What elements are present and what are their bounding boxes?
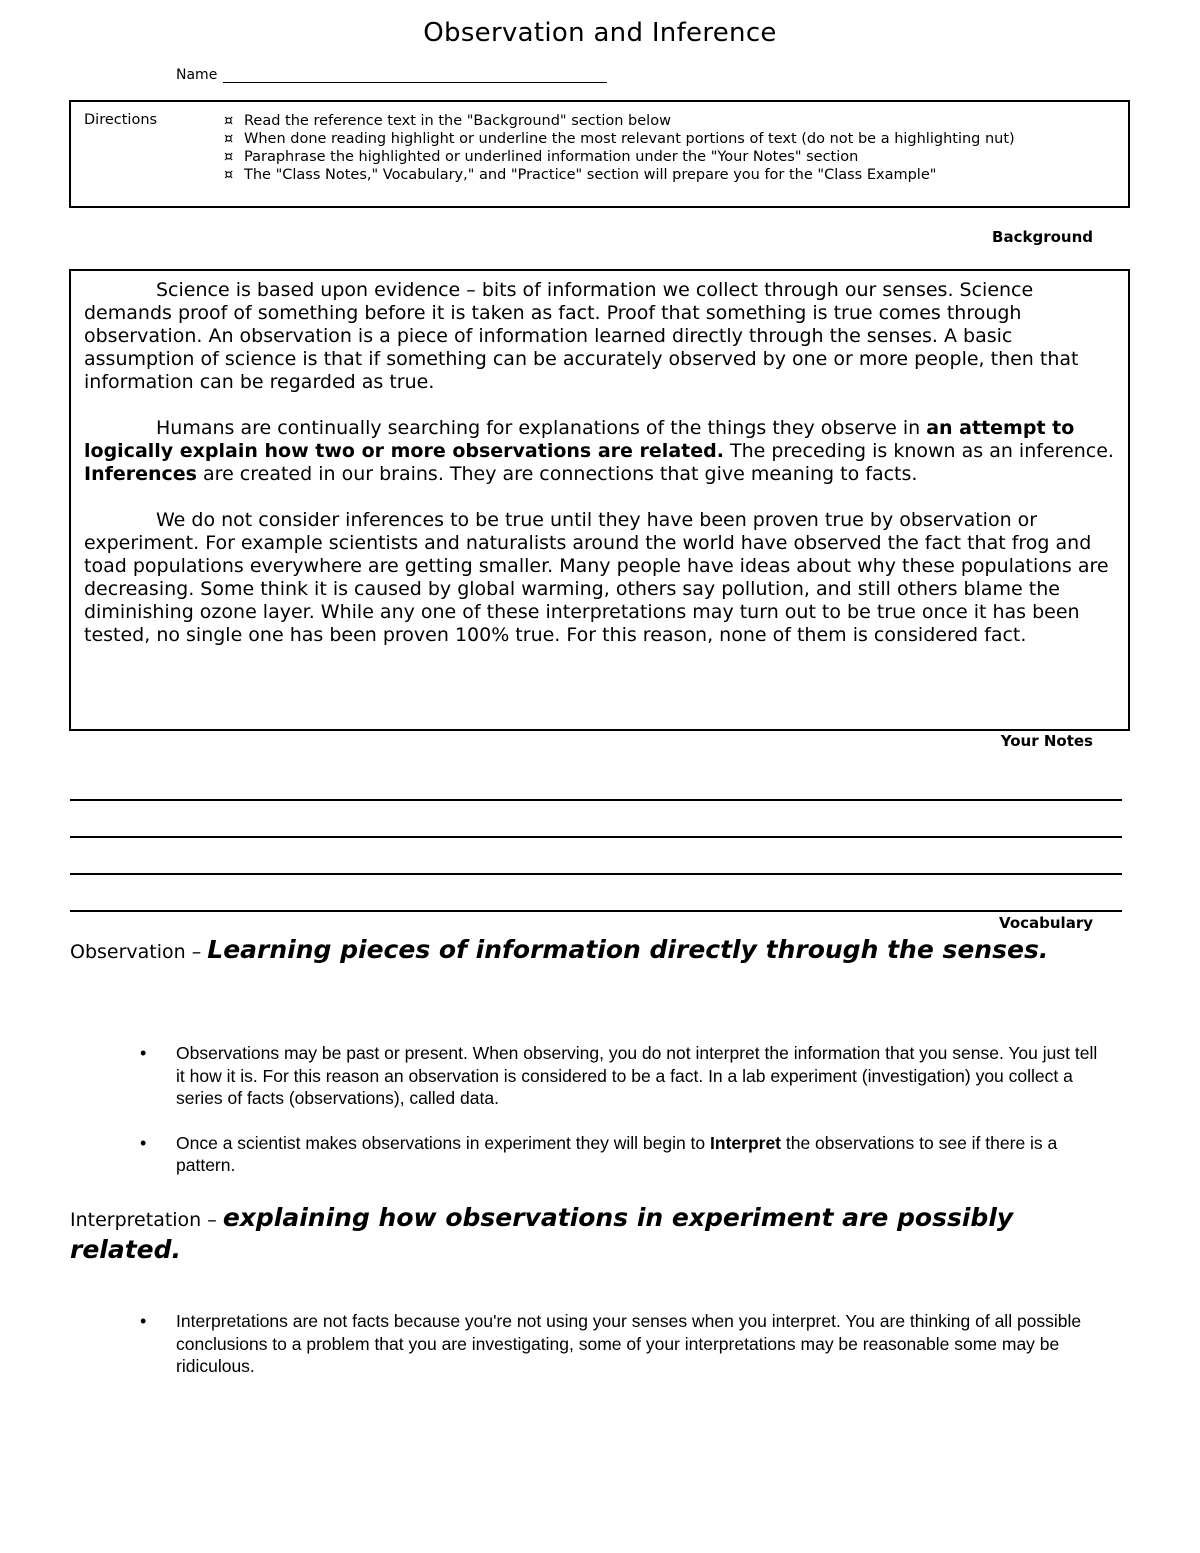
observation-definition: Learning pieces of information directly through the senses.: [207, 935, 1049, 964]
name-label: Name: [176, 67, 218, 83]
list-item: • Observations may be past or present. When observing, you do not interpret the information that you sense. You just tell it how it is. For this reason an observation is considered to be a fact. In a lab experiment (investigation) you collect a series of facts (observations), called data.: [140, 1043, 1098, 1108]
observation-term-word: Observation –: [70, 941, 208, 963]
interpretation-bullets: [140, 1310, 1100, 1400]
note-line[interactable]: [70, 875, 1122, 912]
note-line[interactable]: [70, 801, 1122, 838]
directions-list: [224, 112, 1015, 184]
directions-box: [69, 100, 1130, 208]
interpretation-definition: explaining how observations in experiment are possibly related.: [70, 1203, 1014, 1264]
list-item: • Interpretations are not facts because you're not using your senses when you interpret. You are thinking of all possible conclusions to a problem that you are investigating, some of your interpretations may be reasonable some may be ridiculous.: [140, 1311, 1082, 1376]
list-item: • Once a scientist makes observations in experiment they will begin to Interpret the observations to see if there is a pattern.: [140, 1132, 1058, 1175]
note-line[interactable]: [70, 764, 1122, 801]
note-line[interactable]: [70, 838, 1122, 875]
directions-item: ¤ The "Class Notes," Vocabulary," and "Practice" section will prepare you for the "Class Example": [224, 167, 937, 183]
background-paragraph-1: Science is based upon evidence – bits of information we collect through our senses. Science demands proof of something before it is taken as fact. Proof that something is true comes through observation. An observation is a piece of information learned directly through the senses. A basic assumption of science is that if something can be accurately observed by one or more people, then that information can be regarded as true.: [84, 279, 1079, 393]
observation-bullets: [140, 1042, 1100, 1199]
directions-label: Directions: [84, 112, 158, 128]
directions-item: ¤ Paraphrase the highlighted or underlined information under the "Your Notes" section: [224, 149, 859, 165]
background-text: [84, 279, 1114, 670]
interpretation-term: [70, 1202, 1130, 1266]
notes-lines: [70, 764, 1122, 912]
currency-bullet-icon: ¤: [224, 167, 234, 183]
directions-item: ¤ Read the reference text in the "Background" section below: [224, 113, 671, 129]
vocabulary-heading: Vocabulary: [999, 914, 1093, 932]
page-title: Observation and Inference: [423, 18, 777, 48]
name-blank-line[interactable]: [223, 66, 607, 83]
bullet-icon: •: [140, 1132, 147, 1153]
directions-item: ¤ When done reading highlight or underline the most relevant portions of text (do not be a highlighting nut): [224, 131, 1015, 147]
name-row: [176, 66, 607, 83]
observation-term: [70, 934, 1130, 966]
background-paragraph-2: Humans are continually searching for explanations of the things they observe in an attempt to logically explain how two or more observations are related. The preceding is known as an inference. Inferences are created in our brains. They are connections that give meaning to facts.: [84, 417, 1114, 485]
currency-bullet-icon: ¤: [224, 113, 234, 129]
bullet-icon: •: [140, 1311, 147, 1331]
your-notes-heading: Your Notes: [1000, 732, 1093, 750]
currency-bullet-icon: ¤: [224, 149, 234, 165]
interpretation-term-word: Interpretation –: [70, 1209, 223, 1231]
bullet-icon: •: [140, 1043, 147, 1063]
background-paragraph-3: We do not consider inferences to be true until they have been proven true by observation or experiment. For example scientists and naturalists around the world have observed the fact that frog and toad populations everywhere are getting smaller. Many people have ideas about why these populations are decreasing. Some think it is caused by global warming, others say pollution, and still others blame the diminishing ozone layer. While any one of these interpretations may turn out to be true once it has been tested, no single one has been proven 100% true. For this reason, none of them is considered fact.: [84, 509, 1109, 646]
currency-bullet-icon: ¤: [224, 131, 234, 147]
background-heading: Background: [992, 228, 1093, 246]
background-box: [69, 269, 1130, 731]
